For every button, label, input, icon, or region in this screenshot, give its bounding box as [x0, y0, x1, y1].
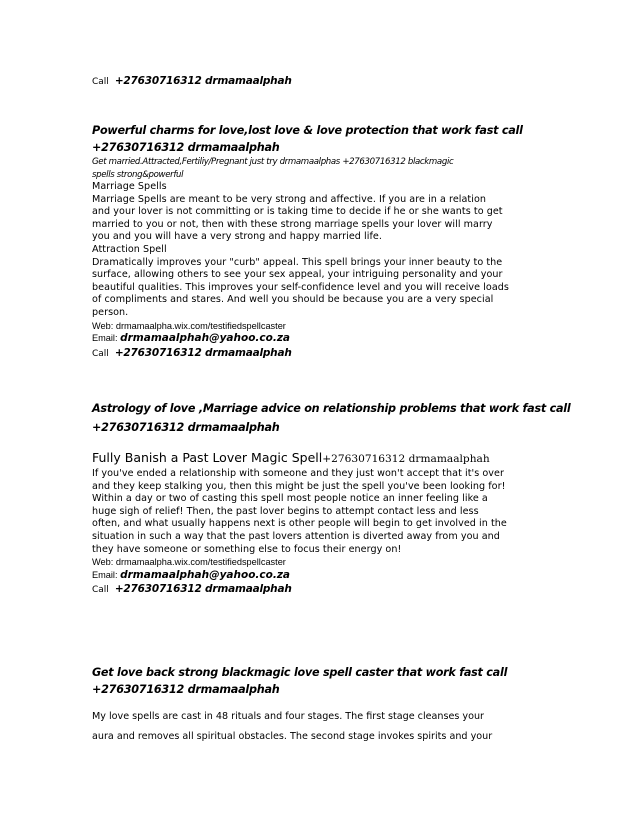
body-line: huge sigh of relief! Then, the past lover begins to attempt contact less and less [92, 505, 479, 517]
call-label: Call [92, 348, 109, 359]
spell-title-suffix: +27630716312 drmamaalphah [322, 453, 490, 465]
body-line: and they keep stalking you, then this might be just the spell you've been looking for! [92, 480, 506, 492]
web-line[interactable]: Web: drmamaalpha.wix.com/testifiedspellcaster [92, 557, 286, 568]
body-line: surface, allowing others to see your sex appeal, your intriguing personality and your [92, 269, 503, 281]
section-get-love-back [92, 664, 552, 747]
call-label: Call [92, 585, 109, 596]
heading-line-2: +27630716312 drmamaalphah [92, 683, 280, 696]
top-call-line [92, 75, 552, 87]
email-line [92, 569, 552, 582]
call-number: +27630716312 drmamaalphah [114, 346, 292, 359]
body-line: Marriage Spells are meant to be very strong and affective. If you are in a relation [92, 193, 487, 205]
body-line: person. [92, 306, 129, 318]
section-heading [92, 122, 552, 156]
body-line: Within a day or two of casting this spell most people notice an inner feeling like a [92, 493, 488, 505]
heading-line-1: Astrology of love ,Marriage advice on relationship problems that work fast call [92, 402, 571, 415]
body-line: and your lover is not committing or is taking time to decide if he or she wants to get [92, 206, 503, 218]
email-link[interactable]: drmamaalphah@yahoo.co.za [120, 332, 291, 345]
body-line: Attraction Spell [92, 243, 167, 255]
body-line: they have someone or something else to focus their energy on! [92, 543, 402, 555]
body-line: beautiful qualities. This improves your self-confidence level and you will receive loads [92, 281, 509, 293]
section-body [92, 181, 552, 320]
section-heading [92, 400, 571, 436]
call-line [92, 583, 552, 595]
body-line: often, and what usually happens next is other people will begin to get involved in the [92, 518, 507, 530]
subline-2: spells strong&powerful [92, 169, 184, 180]
subline-1: Get married.Attracted,Fertiliy/Pregnant just try drmamaalphas +27630716312 blackmagic [92, 157, 454, 167]
spell-title-text: Fully Banish a Past Lover Magic Spell [92, 450, 323, 465]
body-line: My love spells are cast in 48 rituals and four stages. The first stage cleanses your [92, 711, 485, 722]
spell-title [92, 449, 552, 468]
body-line: of compliments and stares. And well you should be because you are a very special [92, 294, 494, 306]
body-line: you and you will have a very strong and happy married life. [92, 231, 382, 243]
section-subline [92, 156, 552, 181]
call-label: Call [92, 77, 109, 87]
section-powerful-charms [92, 122, 552, 359]
heading-line-2: +27630716312 drmamaalphah [92, 421, 280, 434]
body-line: married to you or not, then with these strong marriage spells your lover will marry [92, 218, 493, 230]
email-label: Email: [92, 569, 118, 580]
body-line: aura and removes all spiritual obstacles. The second stage invokes spirits and your [92, 731, 493, 742]
body-line: If you've ended a relationship with someone and they just won't accept that it's over [92, 468, 504, 479]
call-number: +27630716312 drmamaalphah [114, 583, 292, 596]
body-line: Dramatically improves your "curb" appeal. This spell brings your inner beauty to the [92, 256, 503, 268]
call-line [92, 347, 552, 359]
heading-line-2: +27630716312 drmamaalphah [92, 141, 280, 154]
section-body [92, 468, 552, 556]
heading-line-1: Powerful charms for love,lost love & love protection that work fast call [92, 124, 523, 137]
email-link[interactable]: drmamaalphah@yahoo.co.za [120, 568, 291, 581]
email-line [92, 332, 552, 345]
heading-line-1: Get love back strong blackmagic love spell caster that work fast call [92, 666, 508, 679]
section-heading [92, 664, 552, 698]
call-number: +27630716312 drmamaalphah [114, 75, 292, 87]
email-label: Email: [92, 333, 118, 344]
section-body [92, 707, 552, 747]
section-astrology-of-love [92, 400, 571, 596]
body-line: Marriage Spells [92, 181, 167, 192]
body-line: situation in such a way that the past lovers attention is diverted away from you and [92, 530, 500, 542]
web-line[interactable]: Web: drmamaalpha.wix.com/testifiedspellcaster [92, 320, 286, 331]
